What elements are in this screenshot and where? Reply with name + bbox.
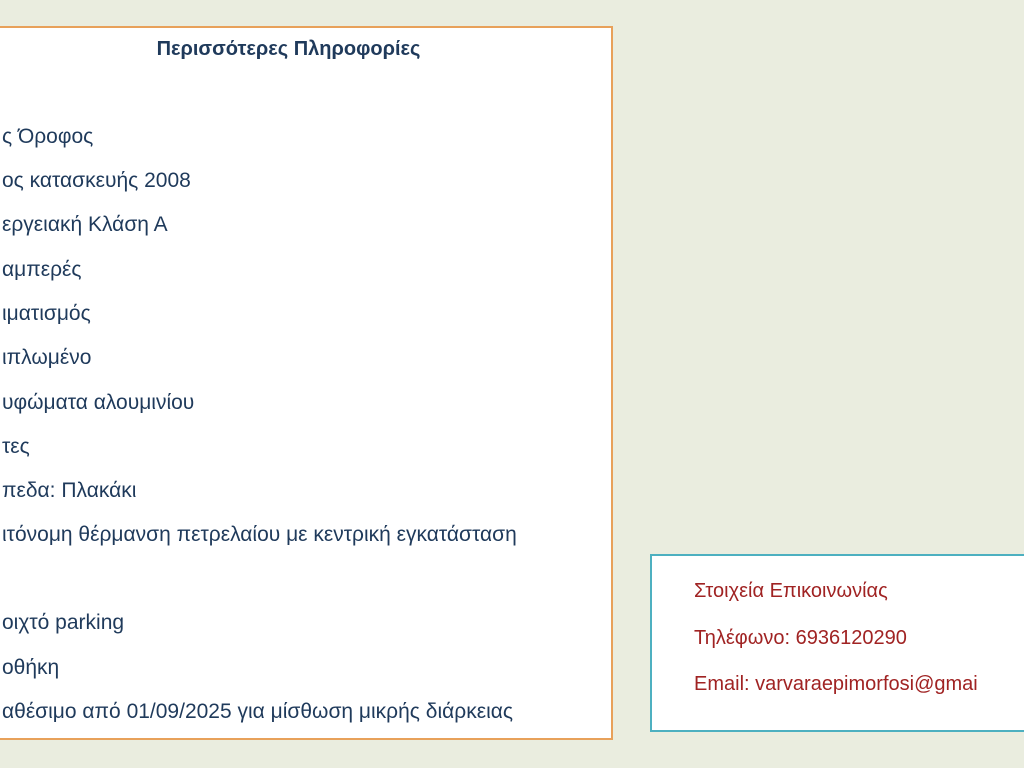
feature-floor: ς Όροφος	[2, 125, 94, 148]
contact-panel	[650, 554, 1024, 732]
feature-heating-type: ιματισμός	[2, 302, 91, 325]
contact-email: Email: varvaraepimorfosi@gmai	[694, 673, 978, 695]
contact-heading: Στοιχεία Επικοινωνίας	[694, 580, 888, 602]
contact-phone: Τηλέφωνο: 6936120290	[694, 627, 907, 649]
feature-aluminium-frames: υφώματα αλουμινίου	[2, 391, 195, 414]
feature-storage: οθήκη	[2, 656, 60, 679]
more-info-panel	[0, 26, 613, 740]
feature-availability: αθέσιμο από 01/09/2025 για μίσθωση μικρής διάρκειας	[2, 700, 513, 723]
feature-energy-class: εργειακή Κλάση Α	[2, 213, 168, 236]
more-info-title: Περισσότερες Πληροφορίες	[156, 38, 421, 60]
feature-flooring: πεδα: Πλακάκι	[2, 479, 137, 502]
feature-furnished: ιπλωμένο	[2, 346, 92, 369]
feature-parking: οιχτό parking	[2, 611, 125, 634]
feature-oil-heating: ιτόνομη θέρμανση πετρελαίου με κεντρική εγκατάσταση	[2, 523, 517, 546]
feature-open-plan: αμπερές	[2, 258, 82, 281]
feature-year-built: ος κατασκευής 2008	[2, 169, 191, 192]
feature-doors: τες	[2, 435, 30, 458]
